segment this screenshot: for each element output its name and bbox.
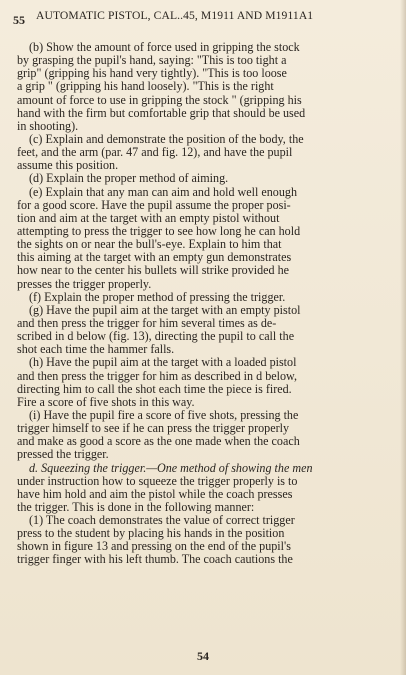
text-line: pressed the trigger. <box>17 447 109 462</box>
text-line: directing him to call the shot each time the piece is fired. <box>17 381 292 396</box>
header-page-number: 55 <box>13 13 25 27</box>
page-edge-shadow <box>400 0 406 675</box>
text-line: attempting to press the trigger to see how long he can hold <box>17 223 301 238</box>
text-line: press to the student by placing his hands in the position <box>17 526 285 541</box>
text-line: in shooting). <box>17 118 79 133</box>
text-line: (d) Explain the proper method of aiming. <box>29 171 229 186</box>
text-line: shown in figure 13 and pressing on the end of the pupil's <box>17 539 291 554</box>
text-line: scribed in d below (fig. 13), directing the pupil to call the <box>17 329 295 344</box>
text-line: (e) Explain that any man can aim and hold well enough <box>29 184 297 199</box>
text-line: assume this position. <box>17 158 119 173</box>
text-line: (c) Explain and demonstrate the position of the body, the <box>29 131 304 146</box>
text-line: trigger himself to see if he can press the trigger properly <box>17 421 290 436</box>
text-line: the sights on or near the bull's-eye. Explain to him that <box>17 237 282 252</box>
text-line: (g) Have the pupil aim at the target with an empty pistol <box>29 302 301 317</box>
text-line: under instruction how to squeeze the trigger properly is to <box>17 473 298 488</box>
text-line: (i) Have the pupil fire a score of five shots, pressing the <box>29 407 299 422</box>
text-line: and then press the trigger for him as described in d below, <box>17 368 297 383</box>
running-head: AUTOMATIC PISTOL, CAL..45, M1911 AND M1911A1 <box>36 9 314 22</box>
text-line: (f) Explain the proper method of pressing the trigger. <box>29 289 286 304</box>
text-line: shot each time the hammer falls. <box>17 342 175 357</box>
text-line: (h) Have the pupil aim at the target with a loaded pistol <box>29 355 297 370</box>
text-line: and then press the trigger for him several times as de- <box>17 315 277 330</box>
text-line: presses the trigger properly. <box>17 276 152 291</box>
text-line: for a good score. Have the pupil assume the proper posi- <box>17 197 291 212</box>
text-line: (1) The coach demonstrates the value of correct trigger <box>29 513 295 528</box>
text-line: have him hold and aim the pistol while the coach presses <box>17 486 293 501</box>
text-line: the trigger. This is done in the following manner: <box>17 499 255 514</box>
section-heading-line: d. Squeezing the trigger.—One method of showing the men <box>29 460 313 475</box>
text-line: hand with the firm but comfortable grip that should be used <box>17 105 306 120</box>
footer-page-number: 54 <box>197 649 209 663</box>
text-line: (b) Show the amount of force used in gripping the stock <box>29 40 300 54</box>
text-line: a grip " (gripping his hand loosely). "This is the right <box>17 79 274 94</box>
text-line: and make as good a score as the one made when the coach <box>17 434 300 449</box>
text-line: amount of force to use in gripping the stock " (gripping his <box>17 92 302 107</box>
body-text <box>17 41 395 567</box>
text-line: trigger finger with his left thumb. The coach cautions the <box>17 552 293 567</box>
text-line: Fire a score of five shots in this way. <box>17 394 195 409</box>
text-line: grip" (gripping his hand very tightly). "This is too loose <box>17 66 287 81</box>
text-line: tion and aim at the target with an empty pistol without <box>17 210 280 225</box>
text-line: how near to the center his bullets will strike provided he <box>17 263 290 278</box>
text-line: this aiming at the target with an empty gun demonstrates <box>17 250 292 265</box>
text-line: by grasping the pupil's hand, saying: "This is too tight a <box>17 53 287 68</box>
text-line: feet, and the arm (par. 47 and fig. 12), and have the pupil <box>17 145 293 160</box>
